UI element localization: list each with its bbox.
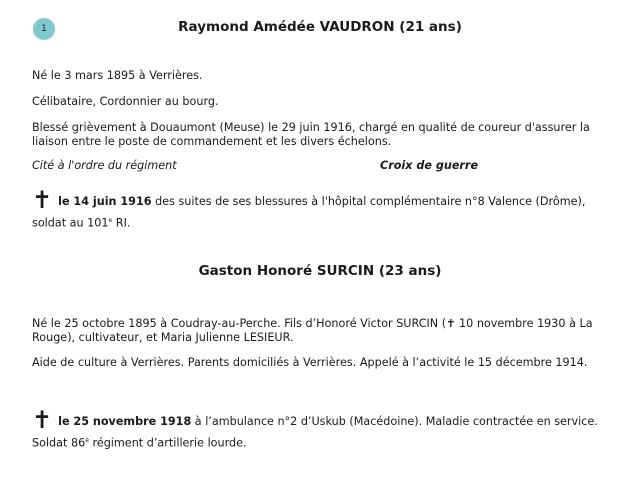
person1-medal: Croix de guerre <box>380 159 479 172</box>
person1-death <box>32 186 612 233</box>
person1-regiment-prefix: soldat au 101 <box>32 216 109 230</box>
person2-birth <box>32 317 612 345</box>
person2-birth-b: 10 novembre 1930 à La <box>455 317 593 330</box>
person1-death-date: le 14 juin 1916 <box>58 195 152 208</box>
person1-wound: Blessé grièvement à Douaumont (Meuse) le 29 juin 1916, chargé en qualité de coureur d'assurer la liaison entre le poste de commandement et les divers échelons. <box>32 121 590 148</box>
person1-regiment-suffix: RI. <box>112 216 131 230</box>
page-number-badge: 1 <box>33 18 55 40</box>
person1-death-text: des suites de ses blessures à l'hôpital complémentaire n°8 Valence (Drôme), <box>151 195 586 208</box>
person2-death-date: le 25 novembre 1918 <box>58 415 192 428</box>
person2-death <box>32 406 612 453</box>
person2-birth-a: Né le 25 octobre 1895 à Coudray-au-Perche. Fils d’Honoré Victor SURCIN ( <box>32 317 447 330</box>
person2-birth-c: Rouge), cultivateur, et Maria Julienne LESIEUR. <box>32 331 294 344</box>
cross-icon: ✝ <box>32 406 53 434</box>
person2-regiment-sup: è <box>85 437 89 444</box>
person2-regiment-suffix: régiment d’artillerie lourde. <box>88 436 247 450</box>
person1-status: Célibataire, Cordonnier au bourg. <box>32 95 219 108</box>
person1-birth: Né le 3 mars 1895 à Verrières. <box>32 69 203 82</box>
person2-title: Gaston Honoré SURCIN (23 ans) <box>198 263 442 279</box>
person1-citation-line <box>32 159 612 173</box>
cross-icon: ✝ <box>32 186 53 214</box>
person1-citation: Cité à l'ordre du régiment <box>32 159 177 172</box>
person2-regiment-prefix: Soldat 86 <box>32 436 86 450</box>
person2-occupation: Aide de culture à Verrières. Parents domiciliés à Verrières. Appelé à l’activité le 15 décembre 1914. <box>32 356 588 369</box>
person1-regiment-sup: e <box>108 217 113 224</box>
person2-death-text: à l’ambulance n°2 d’Uskub (Macédoine). Maladie contractée en service. <box>191 415 598 428</box>
person1-title: Raymond Amédée VAUDRON (21 ans) <box>178 19 462 35</box>
cross-icon: ✝ <box>446 317 456 330</box>
